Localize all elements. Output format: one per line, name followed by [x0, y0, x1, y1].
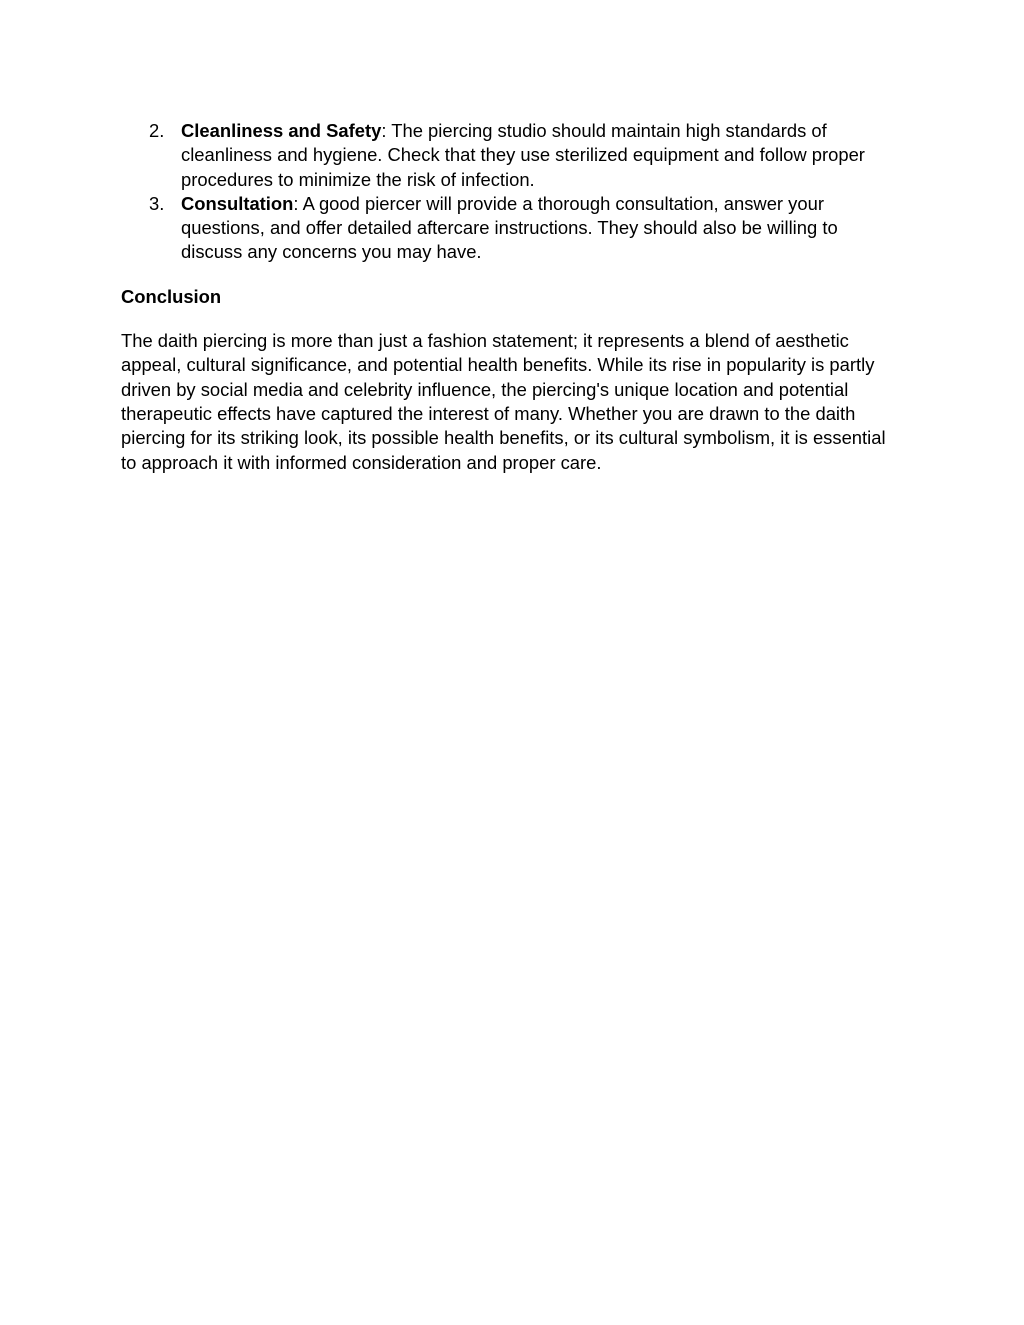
numbered-list — [121, 119, 901, 265]
document-content — [121, 119, 901, 475]
list-item-text: : The piercing studio should maintain high standards of cleanliness and hygiene. Check that they use sterilized equipment and follow proper procedures to minimize the risk of infection. — [181, 120, 865, 190]
conclusion-heading: Conclusion — [121, 285, 222, 307]
conclusion-paragraph: The daith piercing is more than just a fashion statement; it represents a blend of aesthetic appeal, cultural significance, and potential health benefits. While its rise in popularity is partly driven by social media and celebrity influence, the piercing's unique location and potential therapeutic effects have captured the interest of many. Whether you are drawn to the daith piercing for its striking look, its possible health benefits, or its cultural symbolism, it is essential to approach it with informed consideration and proper care. — [121, 330, 886, 473]
list-item-number: 3. — [149, 192, 165, 214]
list-item-text: : A good piercer will provide a thorough consultation, answer your questions, and offer detailed aftercare instructions. They should also be willing to discuss any concerns you may have. — [181, 192, 838, 263]
list-item-term: Cleanliness and Safety — [181, 120, 382, 141]
list-item-term: Consultation — [181, 192, 294, 214]
list-item — [121, 192, 901, 265]
list-item — [121, 119, 901, 192]
list-item-number: 2. — [149, 120, 165, 141]
